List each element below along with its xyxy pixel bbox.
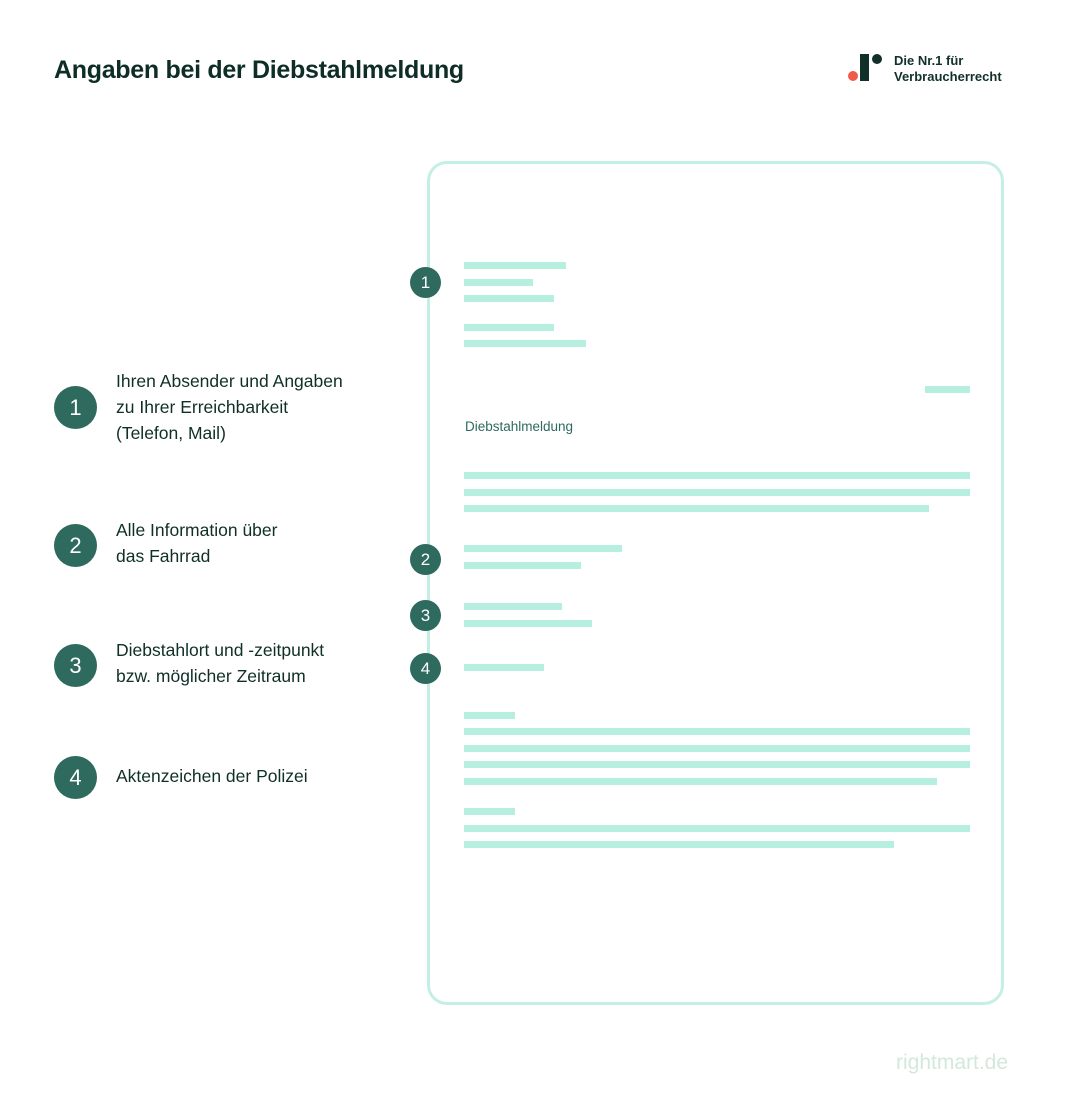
logo-dot-accent: [848, 71, 858, 81]
text-line-placeholder: [464, 324, 554, 331]
footer-url: rightmart.de: [896, 1051, 1009, 1074]
logo-text: [894, 53, 1002, 85]
text-line-placeholder: [464, 728, 970, 735]
page-title: Angaben bei der Diebstahlmeldung: [54, 56, 464, 84]
text-line-placeholder: [464, 808, 515, 815]
text-line-placeholder: [464, 745, 970, 752]
text-line-placeholder: [464, 295, 554, 302]
text-line-placeholder: [464, 340, 586, 347]
document-marker: 2: [410, 544, 441, 575]
text-line-placeholder: [464, 562, 581, 569]
logo-line1: Die Nr.1 für: [894, 53, 964, 68]
text-line-placeholder: [464, 620, 592, 627]
text-line-placeholder: [464, 841, 894, 848]
text-line-placeholder: [464, 712, 515, 719]
logo-dot: [872, 54, 882, 64]
text-line-placeholder: [464, 545, 622, 552]
text-line-placeholder: [464, 262, 566, 269]
letter-document: [427, 161, 1004, 1005]
text-line-placeholder: [464, 505, 929, 512]
text-line-placeholder: [464, 472, 970, 479]
step-badge: 4: [54, 756, 97, 799]
step-text: Alle Information über das Fahrrad: [116, 520, 278, 566]
logo-line2: Verbraucherrecht: [894, 69, 1002, 84]
document-marker: 1: [410, 267, 441, 298]
step-text: Ihren Absender und Angaben zu Ihrer Erreichbarkeit (Telefon, Mail): [116, 371, 343, 443]
document-marker: 4: [410, 653, 441, 684]
text-line-placeholder: [464, 825, 970, 832]
document-heading: Diebstahlmeldung: [465, 419, 574, 434]
step-badge: 2: [54, 524, 97, 567]
step-text: Aktenzeichen der Polizei: [116, 766, 308, 786]
text-line-placeholder: [464, 603, 562, 610]
text-line-placeholder: [464, 778, 937, 785]
text-line-placeholder: [464, 664, 544, 671]
logo-mark: [860, 54, 869, 81]
step-badge: 1: [54, 386, 97, 429]
text-line-placeholder: [464, 489, 970, 496]
step-text: Diebstahlort und -zeitpunkt bzw. möglicher Zeitraum: [116, 640, 325, 686]
text-line-placeholder: [925, 386, 970, 393]
text-line-placeholder: [464, 279, 533, 286]
document-marker: 3: [410, 600, 441, 631]
text-line-placeholder: [464, 761, 970, 768]
step-badge: 3: [54, 644, 97, 687]
